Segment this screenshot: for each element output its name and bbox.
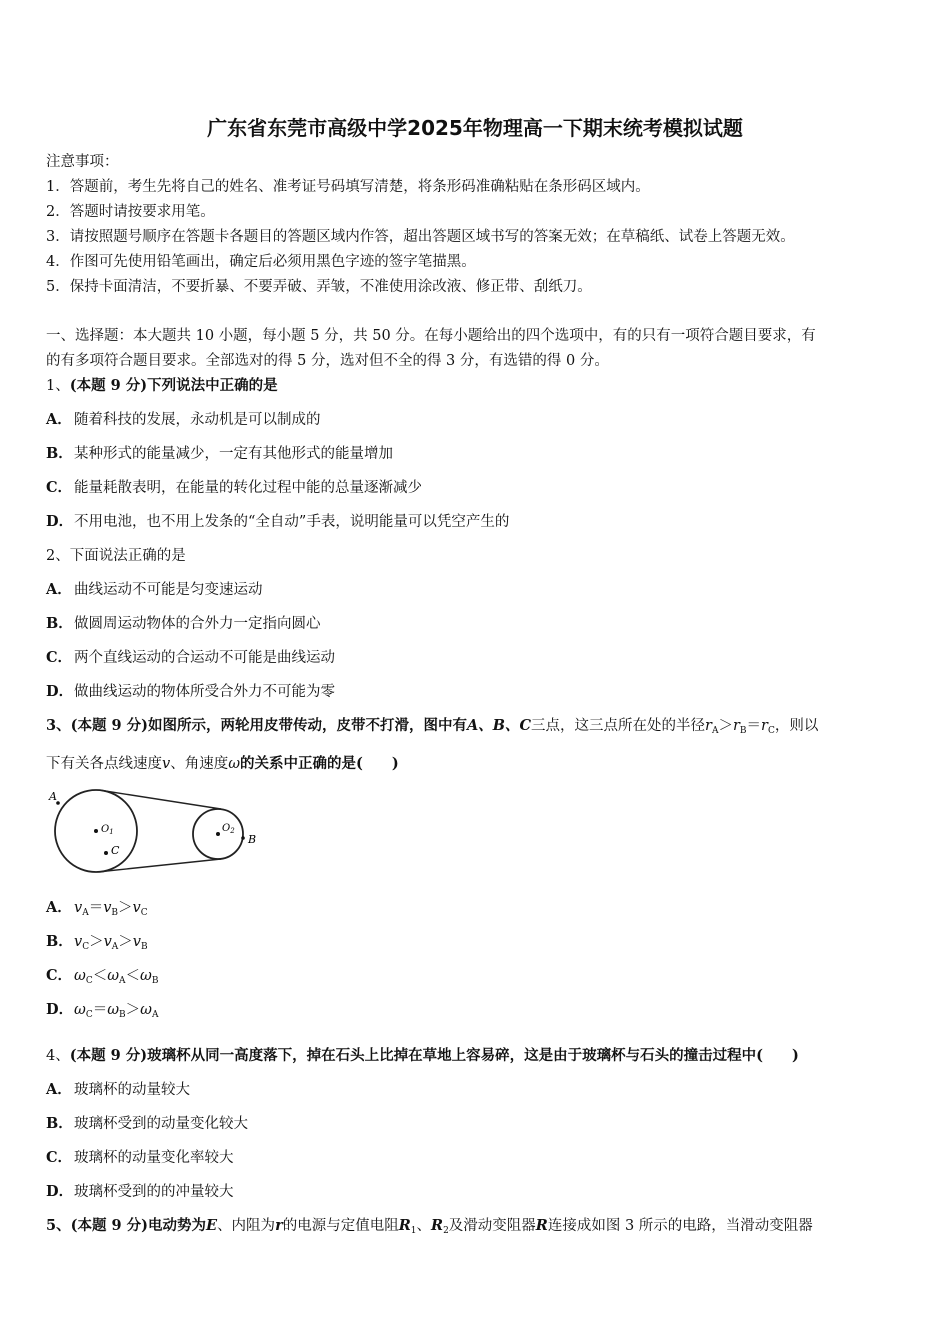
- o-letter: O: [101, 824, 110, 835]
- subscript: B: [151, 976, 159, 986]
- points-label: A、B、C: [467, 717, 532, 734]
- question-3-option-b[interactable]: [46, 932, 148, 957]
- question-text: 5、(本题 9 分)电动势为: [46, 1217, 206, 1234]
- question-text: ，则以: [774, 718, 819, 734]
- option-text: 能量耗散表明，在能量的转化过程中能的总量逐渐减少: [74, 480, 422, 496]
- option-text: 玻璃杯受到的动量变化较大: [74, 1116, 248, 1132]
- question-text: 、角速度: [170, 756, 229, 772]
- question-1-option-b[interactable]: [46, 444, 393, 464]
- operator: ＞: [118, 934, 133, 950]
- velocity-symbol: v: [162, 756, 171, 772]
- option-letter: A．: [46, 1081, 72, 1098]
- subscript: C: [140, 908, 148, 918]
- point-b-label: B: [248, 833, 257, 846]
- subscript: C: [85, 976, 93, 986]
- center-o1-label: [101, 824, 114, 836]
- question-text: 下有关各点线速度: [46, 756, 162, 772]
- option-text: 做曲线运动的物体所受合外力不可能为零: [74, 684, 335, 700]
- subscript: A: [711, 726, 719, 736]
- question-3-stem-line1: [46, 716, 818, 741]
- option-text: 做圆周运动物体的合外力一定指向圆心: [74, 616, 321, 632]
- resistor-symbol: R: [535, 1217, 548, 1234]
- center-o2-dot: [216, 832, 220, 836]
- separator: 、: [416, 1218, 431, 1234]
- section-instructions-line2: 的有多项符合题目要求。全部选对的得 5 分，选对但不全的得 3 分，有选错的得 0 分。: [46, 353, 609, 369]
- option-text: 不用电池，也不用上发条的“全自动”手表，说明能量可以凭空产生的: [74, 514, 510, 530]
- question-text: (本题 9 分)下列说法中正确的是: [69, 377, 278, 394]
- o-subscript: 2: [230, 827, 235, 835]
- option-text: 两个直线运动的合运动不可能是曲线运动: [74, 650, 335, 666]
- question-text: (本题 9 分)玻璃杯从同一高度落下，掉在石头上比掉在草地上容易碎，这是由于玻璃杯与石头的撞击过程中( ): [69, 1047, 799, 1064]
- option-letter: A．: [46, 581, 72, 598]
- omega-symbol: ω: [107, 1002, 120, 1018]
- question-text: 三点，这三点所在处的半径: [531, 718, 706, 734]
- omega-symbol: ω: [140, 1002, 152, 1018]
- question-number: 1、: [46, 378, 70, 394]
- option-letter: D．: [46, 683, 74, 700]
- notice-item: 3．请按照题号顺序在答题卡各题目的答题区域内作答，超出答题区域书写的答案无效；在草稿纸、试卷上答题无效。: [46, 229, 795, 245]
- question-text: 连接成如图 3 所示的电路，当滑动变阻器: [547, 1218, 813, 1234]
- notice-item: 4．作图可先使用铅笔画出，确定后必须用黑色字迹的签字笔描黑。: [46, 254, 476, 270]
- question-1-option-d[interactable]: [46, 512, 509, 532]
- question-4-stem: [46, 1046, 799, 1066]
- option-letter: C．: [46, 649, 73, 666]
- radius-symbol: r: [275, 1217, 283, 1234]
- option-letter: D．: [46, 513, 74, 530]
- radius-symbol: r: [705, 718, 712, 734]
- subscript: 1: [410, 1226, 417, 1236]
- operator: ＜: [125, 968, 141, 984]
- question-3-option-a[interactable]: [46, 898, 148, 923]
- question-text: 的关系中正确的是( ): [240, 755, 399, 772]
- omega-symbol: ω: [74, 968, 86, 984]
- question-1-option-c[interactable]: [46, 478, 422, 498]
- velocity-symbol: v: [74, 900, 83, 916]
- center-o2-label: [222, 823, 235, 835]
- subscript: B: [119, 1010, 126, 1020]
- point-b-dot: [241, 836, 245, 840]
- belt-pulley-diagram: [46, 786, 276, 878]
- option-letter: B．: [46, 933, 73, 950]
- point-c-label: C: [111, 844, 120, 857]
- center-o1-dot: [94, 829, 98, 833]
- question-text: 、内阻为: [217, 1218, 276, 1234]
- question-text: 及滑动变阻器: [448, 1218, 536, 1234]
- question-2-option-b[interactable]: [46, 614, 321, 634]
- notice-heading: 注意事项：: [46, 154, 119, 170]
- question-number: 4、: [46, 1048, 70, 1064]
- omega-symbol: ω: [107, 968, 120, 984]
- resistor-symbol: R: [398, 1217, 411, 1234]
- option-text: 曲线运动不可能是匀变速运动: [74, 582, 263, 598]
- subscript: C: [767, 726, 775, 736]
- radius-symbol: r: [732, 718, 740, 734]
- question-5-stem: [46, 1216, 813, 1241]
- velocity-symbol: v: [132, 900, 141, 916]
- question-1-option-a[interactable]: [46, 410, 321, 430]
- omega-symbol: ω: [74, 1002, 86, 1018]
- omega-symbol: ω: [228, 756, 241, 772]
- subscript: C: [82, 942, 90, 952]
- resistor-symbol: R: [431, 1217, 444, 1234]
- operator: ＝: [746, 718, 762, 734]
- o-letter: O: [222, 823, 231, 834]
- subscript: A: [152, 1010, 159, 1020]
- subscript: B: [739, 726, 747, 736]
- option-text: 玻璃杯的动量变化率较大: [74, 1150, 234, 1166]
- subscript: B: [141, 942, 148, 952]
- subscript: A: [119, 976, 126, 986]
- velocity-symbol: v: [103, 934, 112, 950]
- notice-item: 2．答题时请按要求用笔。: [46, 204, 215, 220]
- operator: ＞: [89, 934, 104, 950]
- question-3-stem-line2: [46, 754, 399, 774]
- option-letter: A．: [46, 899, 72, 916]
- point-c-dot: [104, 851, 108, 855]
- question-text: 3、(本题 9 分)如图所示，两轮用皮带传动，皮带不打滑，图中有: [46, 717, 467, 734]
- subscript: A: [82, 908, 89, 918]
- question-4-option-d[interactable]: [46, 1182, 234, 1202]
- option-text: 某种形式的能量减少，一定有其他形式的能量增加: [74, 446, 393, 462]
- question-2-option-c[interactable]: [46, 648, 335, 668]
- option-letter: D．: [46, 1183, 74, 1200]
- operator: ＞: [718, 718, 733, 734]
- option-letter: C．: [46, 967, 73, 984]
- question-1-stem: [46, 376, 278, 396]
- question-4-option-a[interactable]: [46, 1080, 190, 1100]
- question-4-option-b[interactable]: [46, 1114, 248, 1134]
- option-letter: B．: [46, 615, 73, 632]
- operator: ＝: [92, 1002, 108, 1018]
- notice-item: 5．保持卡面清洁，不要折暴、不要弄破、弄皱，不准使用涂改液、修正带、刮纸刀。: [46, 279, 592, 295]
- o-subscript: 1: [109, 828, 114, 836]
- point-a-label: A: [49, 790, 57, 803]
- subscript: C: [85, 1010, 93, 1020]
- question-2-option-d[interactable]: [46, 682, 335, 702]
- page-title: 广东省东莞市高级中学2025年物理高一下期末统考模拟试题: [207, 116, 743, 140]
- omega-symbol: ω: [140, 968, 152, 984]
- option-letter: C．: [46, 1149, 73, 1166]
- subscript: A: [111, 942, 119, 952]
- question-3-option-c[interactable]: [46, 966, 159, 991]
- option-text: 玻璃杯受到的的冲量较大: [74, 1184, 234, 1200]
- question-2-option-a[interactable]: [46, 580, 263, 600]
- operator: ＝: [88, 900, 104, 916]
- question-2-stem: 2、下面说法正确的是: [46, 548, 186, 564]
- subscript: 2: [443, 1226, 449, 1236]
- radius-symbol: r: [761, 718, 768, 734]
- velocity-symbol: v: [74, 934, 83, 950]
- option-letter: B．: [46, 1115, 73, 1132]
- option-letter: B．: [46, 445, 73, 462]
- emf-symbol: E: [206, 1217, 218, 1234]
- notice-item: 1．答题前，考生先将自己的姓名、准考证号码填写清楚，将条形码准确粘贴在条形码区域内。: [46, 179, 650, 195]
- belt-upper: [102, 791, 221, 810]
- subscript: B: [111, 908, 119, 918]
- operator: ＞: [125, 1002, 141, 1018]
- option-letter: C．: [46, 479, 73, 496]
- question-4-option-c[interactable]: [46, 1148, 234, 1168]
- option-letter: D．: [46, 1001, 74, 1018]
- option-text: 随着科技的发展，永动机是可以制成的: [74, 412, 321, 428]
- velocity-symbol: v: [132, 934, 141, 950]
- option-text: 玻璃杯的动量较大: [74, 1082, 190, 1098]
- velocity-symbol: v: [103, 900, 112, 916]
- operator: ＞: [118, 900, 133, 916]
- operator: ＜: [92, 968, 108, 984]
- section-instructions-line1: 一、选择题：本大题共 10 小题，每小题 5 分，共 50 分。在每小题给出的四个选项中，有的只有一项符合题目要求，有: [46, 328, 816, 344]
- option-letter: A．: [46, 411, 72, 428]
- question-3-option-d[interactable]: [46, 1000, 159, 1025]
- question-text: 的电源与定值电阻: [282, 1218, 399, 1234]
